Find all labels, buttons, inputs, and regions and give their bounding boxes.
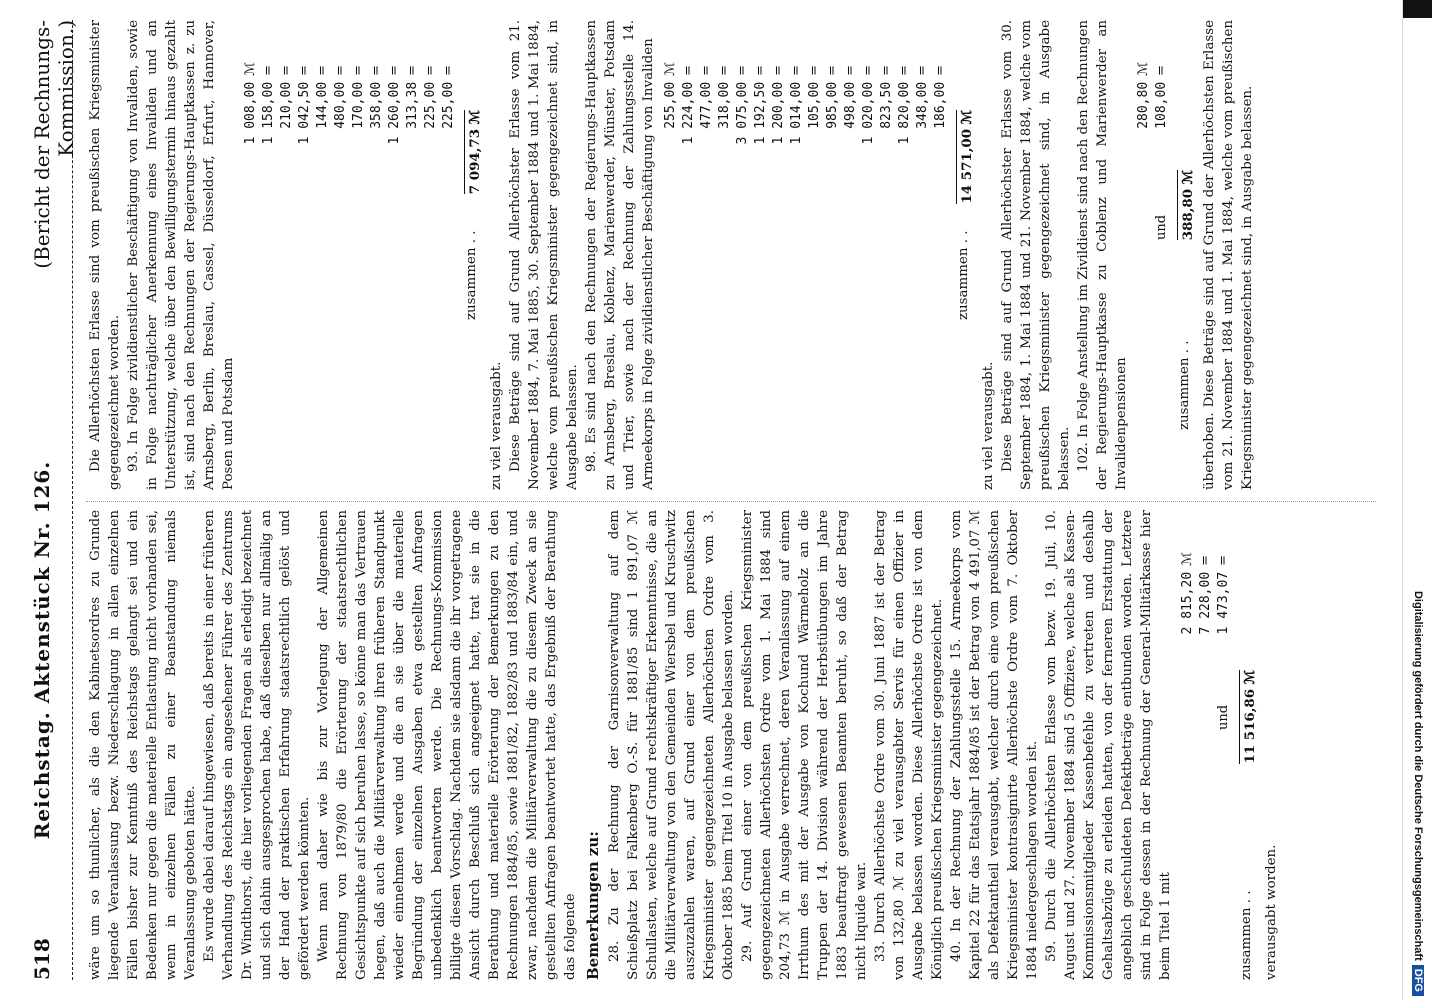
- amount-row: 1 158,00 =: [261, 64, 276, 145]
- paragraph: Die Allerhöchsten Erlasse sind vom preußischen Kriegsminister gegengezeichnet worden.: [88, 20, 122, 490]
- paragraph: Wenn man daher wie bis zur Vorlegung der Allgemeinen Rechnung von 1879/80 die Erörterung der staatsrechtlichen Gesichtspunkte auf sich beruhen lasse, so könne man das Vertrauen hegen, daß auch die Militärverwaltung ihren früheren Standpunkt wieder einnehmen werde und die an sie über die materielle Begründung der einzelnen Ausgaben etwa gestellten Anfragen unbedenklich beantworten werde. Die Rechnungs-Kommission billigte diesen Vorschlag. Nachdem sie alsdann die ihr vorgetragene Ansicht durch Beschluß sich angeeignet hatte, trat sie in die Berathung und materielle Erörterung der Bemerkungen zu den Rechnungen 1884/85, sowie 1881/82, 1882/83 und 1883/84 ein, und zwar, nachdem die Militärverwaltung die zu diesem Zweck an sie gestellten Anfragen beantwortet hatte, das Ergebniß der Berathung das folgende: [316, 510, 578, 980]
- paragraph: wäre um so thunlicher, als die den Kabinetsordres zu Grunde liegende Veranlassung bezw. Niederschlagung in allen einzelnen Fällen bisher zur Kenntniß des Reichstags gelangt sei und ein Bedenken nur gegen die materielle Entlastung nicht vorhanden sei, wenn in einzelnen Fällen zu einer Beanstandung niemals Veranlassung geboten hätte.: [88, 510, 198, 980]
- sum-value: 14 571,00 ℳ: [956, 110, 977, 204]
- amount-row: 2 815,20 ℳ: [1180, 551, 1195, 635]
- amount-row: 280,80 ℳ: [1136, 61, 1151, 129]
- paragraph: zu viel verausgabt.: [981, 361, 996, 490]
- amount-row: 498,00 =: [843, 64, 858, 129]
- amount-row: 313,38 =: [405, 64, 420, 129]
- amount-list-98: [662, 20, 950, 240]
- amount-row: 1 260,00 =: [387, 64, 402, 145]
- sum-line-93: [462, 20, 485, 490]
- amount-row: 1 192,50 =: [753, 64, 768, 145]
- amount-row: 480,00 =: [333, 64, 348, 129]
- paragraph: Es wurde dabei darauf hingewiesen, daß bereits in einer früheren Verhandlung des Reichstags ein angesehener Führer des Zentrums Dr. Windthorst, die hier vorliegenden Fragen als erledigt bezeichnet und sich dahin ausgesprochen habe, daß dieselben nur allmälig an der Hand der praktischen Erfahrung staatsrechtlich gelöst und gefördert werden könnten.: [202, 510, 312, 980]
- sum-value: 7 094,73 ℳ: [464, 110, 485, 194]
- amount-row: 255,00 ℳ: [663, 61, 678, 129]
- remark-93: 93. In Folge zivildienstlicher Beschäftigung von Invaliden, sowie in Folge nachträglicher Anerkennung eines Invaliden und an Unterstützung, welche über den Bewilligungstermin hinaus gezahlt ist, sind nach den Rechnungen der Regierungs-Hauptkassen z. zu Arnsberg, Berlin, Breslau, Cassel, Düsseldorf, Erfurt, Hannover, Posen und Potsdam: [126, 20, 236, 490]
- amount-row: 210,00 =: [279, 64, 294, 129]
- paragraph: Diese Beträge sind auf Grund Allerhöchster Erlasse vom 21. November 1884, 7. Mai 1885, 30. September 1884 und 1. Mai 1884, welche vom preußischen Kriegsminister gegengezeichnet sind, in Ausgabe belassen.: [508, 20, 580, 490]
- amount-row: 225,00 =: [423, 64, 438, 129]
- sum-label: zusammen . .: [1239, 890, 1254, 980]
- amount-row: 318,00 =: [717, 64, 732, 129]
- amount-row: 105,00 =: [807, 64, 822, 129]
- amount-row: 170,00 =: [351, 64, 366, 129]
- right-column: [86, 20, 1386, 490]
- amount-row: 348,00 =: [915, 64, 930, 129]
- amount-row: 7 228,00 =: [1198, 554, 1213, 635]
- amount-row: 225,00 =: [441, 64, 456, 129]
- amount-row: 186,00 =: [933, 64, 948, 129]
- page-number: 518: [30, 938, 54, 980]
- remark-98: 98. Es sind nach den Rechnungen der Regierungs-Hauptkassen zu Arnsberg, Breslau, Koblenz, Marienwerder, Münster, Potsdam und Trier, sowie nach der Rechnung der Zahlungsstelle 14. Armeekorps in Folge zivildienstlicher Beschäftigung von Invaliden: [584, 20, 656, 490]
- sum-value: 388,80 ℳ: [1177, 170, 1198, 240]
- remark-40: 40. In der Rechnung der Zahlungsstelle 15. Armeekorps vom Kapitel 22 für das Etatsjahr 1884/85 ist der Betrag von 4 491,07 ℳ als Defektantheil verausgabt, welcher durch eine vom preußischen Kriegsminister kontrasignirte Allerhöchste Ordre vom 7. Oktober 1884 niedergeschlagen worden ist.: [949, 510, 1040, 980]
- sum-label: zusammen . .: [956, 230, 971, 320]
- amount-row: 144,00 =: [315, 64, 330, 129]
- amount-row: 823,50 =: [879, 64, 894, 129]
- remark-59: 59. Durch die Allerhöchsten Erlasse vom bezw. 19. Juli, 10. August und 27. November 1884 sind 5 Offiziere, welche als Kassen-Kommissionsmitglieder Kassenbefehle zu vertreten und deshalb Gehaltsabzüge zu erleiden hatten, von der ferneren Erstattung der angeblich geschuldeten Defektbeträge entbunden worden. Letztere sind in Folge dessen in der Rechnung der General-Militärkasse hier beim Titel 1 mit: [1044, 510, 1173, 980]
- amount-row: 1 042,50 =: [297, 64, 312, 145]
- header-rule: [72, 20, 73, 980]
- paragraph: Diese Beträge sind auf Grund Allerhöchster Erlasse vom 30. September 1884, 1. Mai 1884 und 21. November 1884, welche vom preußischen Kriegsminister gegengezeichnet sind, in Ausgabe belassen.: [1000, 20, 1072, 490]
- paragraph: überhoben. Diese Beträge sind auf Grund der Allerhöchsten Erlasse vom 21. November 1884 und 1. Mai 1884, welche vom preußischen Kriegsminister gegengezeichnet sind, in Ausgabe belassen.: [1202, 20, 1255, 490]
- remark-28: 28. Zu der Rechnung der Garnisonverwaltung auf dem Schießplatz bei Falkenberg O.-S. für 1881/85 sind 1 891,07 ℳ Schullasten, welche auf Grund rechtskräftiger Erkenntnisse, die an die Militärverwaltung von den Gemeinden Wiersbel und Kruschwitz auszuzahlen waren, auf Grund einer von dem preußischen Kriegsminister gegengezeichneten Allerhöchsten Ordre vom 3. Oktober 1885 beim Titel 10 in Ausgabe belassen worden.: [607, 510, 736, 980]
- remark-102: 102. In Folge Anstellung im Zivildienst sind nach den Rechnungen der Regierungs-Hauptkasse zu Coblenz und Marienwerder an Invalidenpensionen: [1076, 20, 1129, 490]
- amount-row: 1 020,00 =: [861, 64, 876, 145]
- amount-row: 358,00 =: [369, 64, 384, 129]
- amount-row: und 1 473,07 =: [1216, 554, 1231, 730]
- amount-row: 1 008,00 ℳ: [243, 61, 258, 145]
- amount-row: und 108,00 =: [1154, 64, 1169, 240]
- dfg-badge: DFG: [1412, 965, 1424, 996]
- amount-row: 985,00 =: [825, 64, 840, 129]
- sum-label: zusammen . .: [1177, 340, 1192, 430]
- header-right: (Bericht der Rechnungs-Kommission.): [30, 20, 78, 269]
- amount-row: 1 820,00 =: [897, 64, 912, 145]
- sum-value: 11 516,86 ℳ: [1239, 670, 1260, 764]
- amount-row: 1 200,00 =: [771, 64, 786, 145]
- remark-29: 29. Auf Grund einer von dem preußischen Kriegsminister gegengezeichneten Allerhöchsten Ordre vom 1. Mai 1884 sind 204,73 ℳ in Ausgabe verrechnet, deren Veranlassung auf einem Irrthum des mit der Ausgabe von Kochund Wärmeholz an die Truppen der 14. Division während der Herbstübungen im Jahre 1883 beauftragt gewesenen Beamten beruht, so daß der Betrag nicht liquide war.: [740, 510, 869, 980]
- running-header: [30, 20, 78, 980]
- sum-label: zusammen . .: [464, 230, 479, 320]
- left-column: [86, 510, 1386, 980]
- sum-line-59: [1237, 510, 1260, 980]
- column-divider: [86, 501, 1376, 502]
- sum-line-102: [1175, 20, 1198, 490]
- sum-line-98: [954, 20, 977, 490]
- amount-list-102: [1135, 20, 1171, 240]
- amount-row: 1 224,00 =: [681, 64, 696, 145]
- remarks-heading: Bemerkungen zu:: [584, 831, 602, 980]
- remark-33: 33. Durch Allerhöchste Ordre vom 30. Juni 1887 ist der Betrag von 132,80 ℳ zu viel verausgabter Servis für einen Offizier in Ausgabe belassen worden. Diese Allerhöchste Ordre ist von dem Königlich preußischen Kriegsminister gegengezeichnet.: [873, 510, 945, 980]
- header-title: Reichstag. Aktenstück Nr. 126.: [30, 460, 54, 840]
- paragraph: verausgabt worden.: [1264, 844, 1279, 980]
- amount-row: 3 075,00 =: [735, 64, 750, 145]
- amount-list-59: [1179, 510, 1233, 730]
- digitization-margin: [1402, 0, 1432, 1000]
- dfg-credit: Digitalisierung gefördert durch die Deutsche ForschungsgemeinschaftDFG: [1403, 4, 1432, 1000]
- amount-row: 1 014,00 =: [789, 64, 804, 145]
- paragraph: zu viel verausgabt.: [489, 361, 504, 490]
- amount-row: 477,00 =: [699, 64, 714, 129]
- amount-list-93: [242, 20, 458, 240]
